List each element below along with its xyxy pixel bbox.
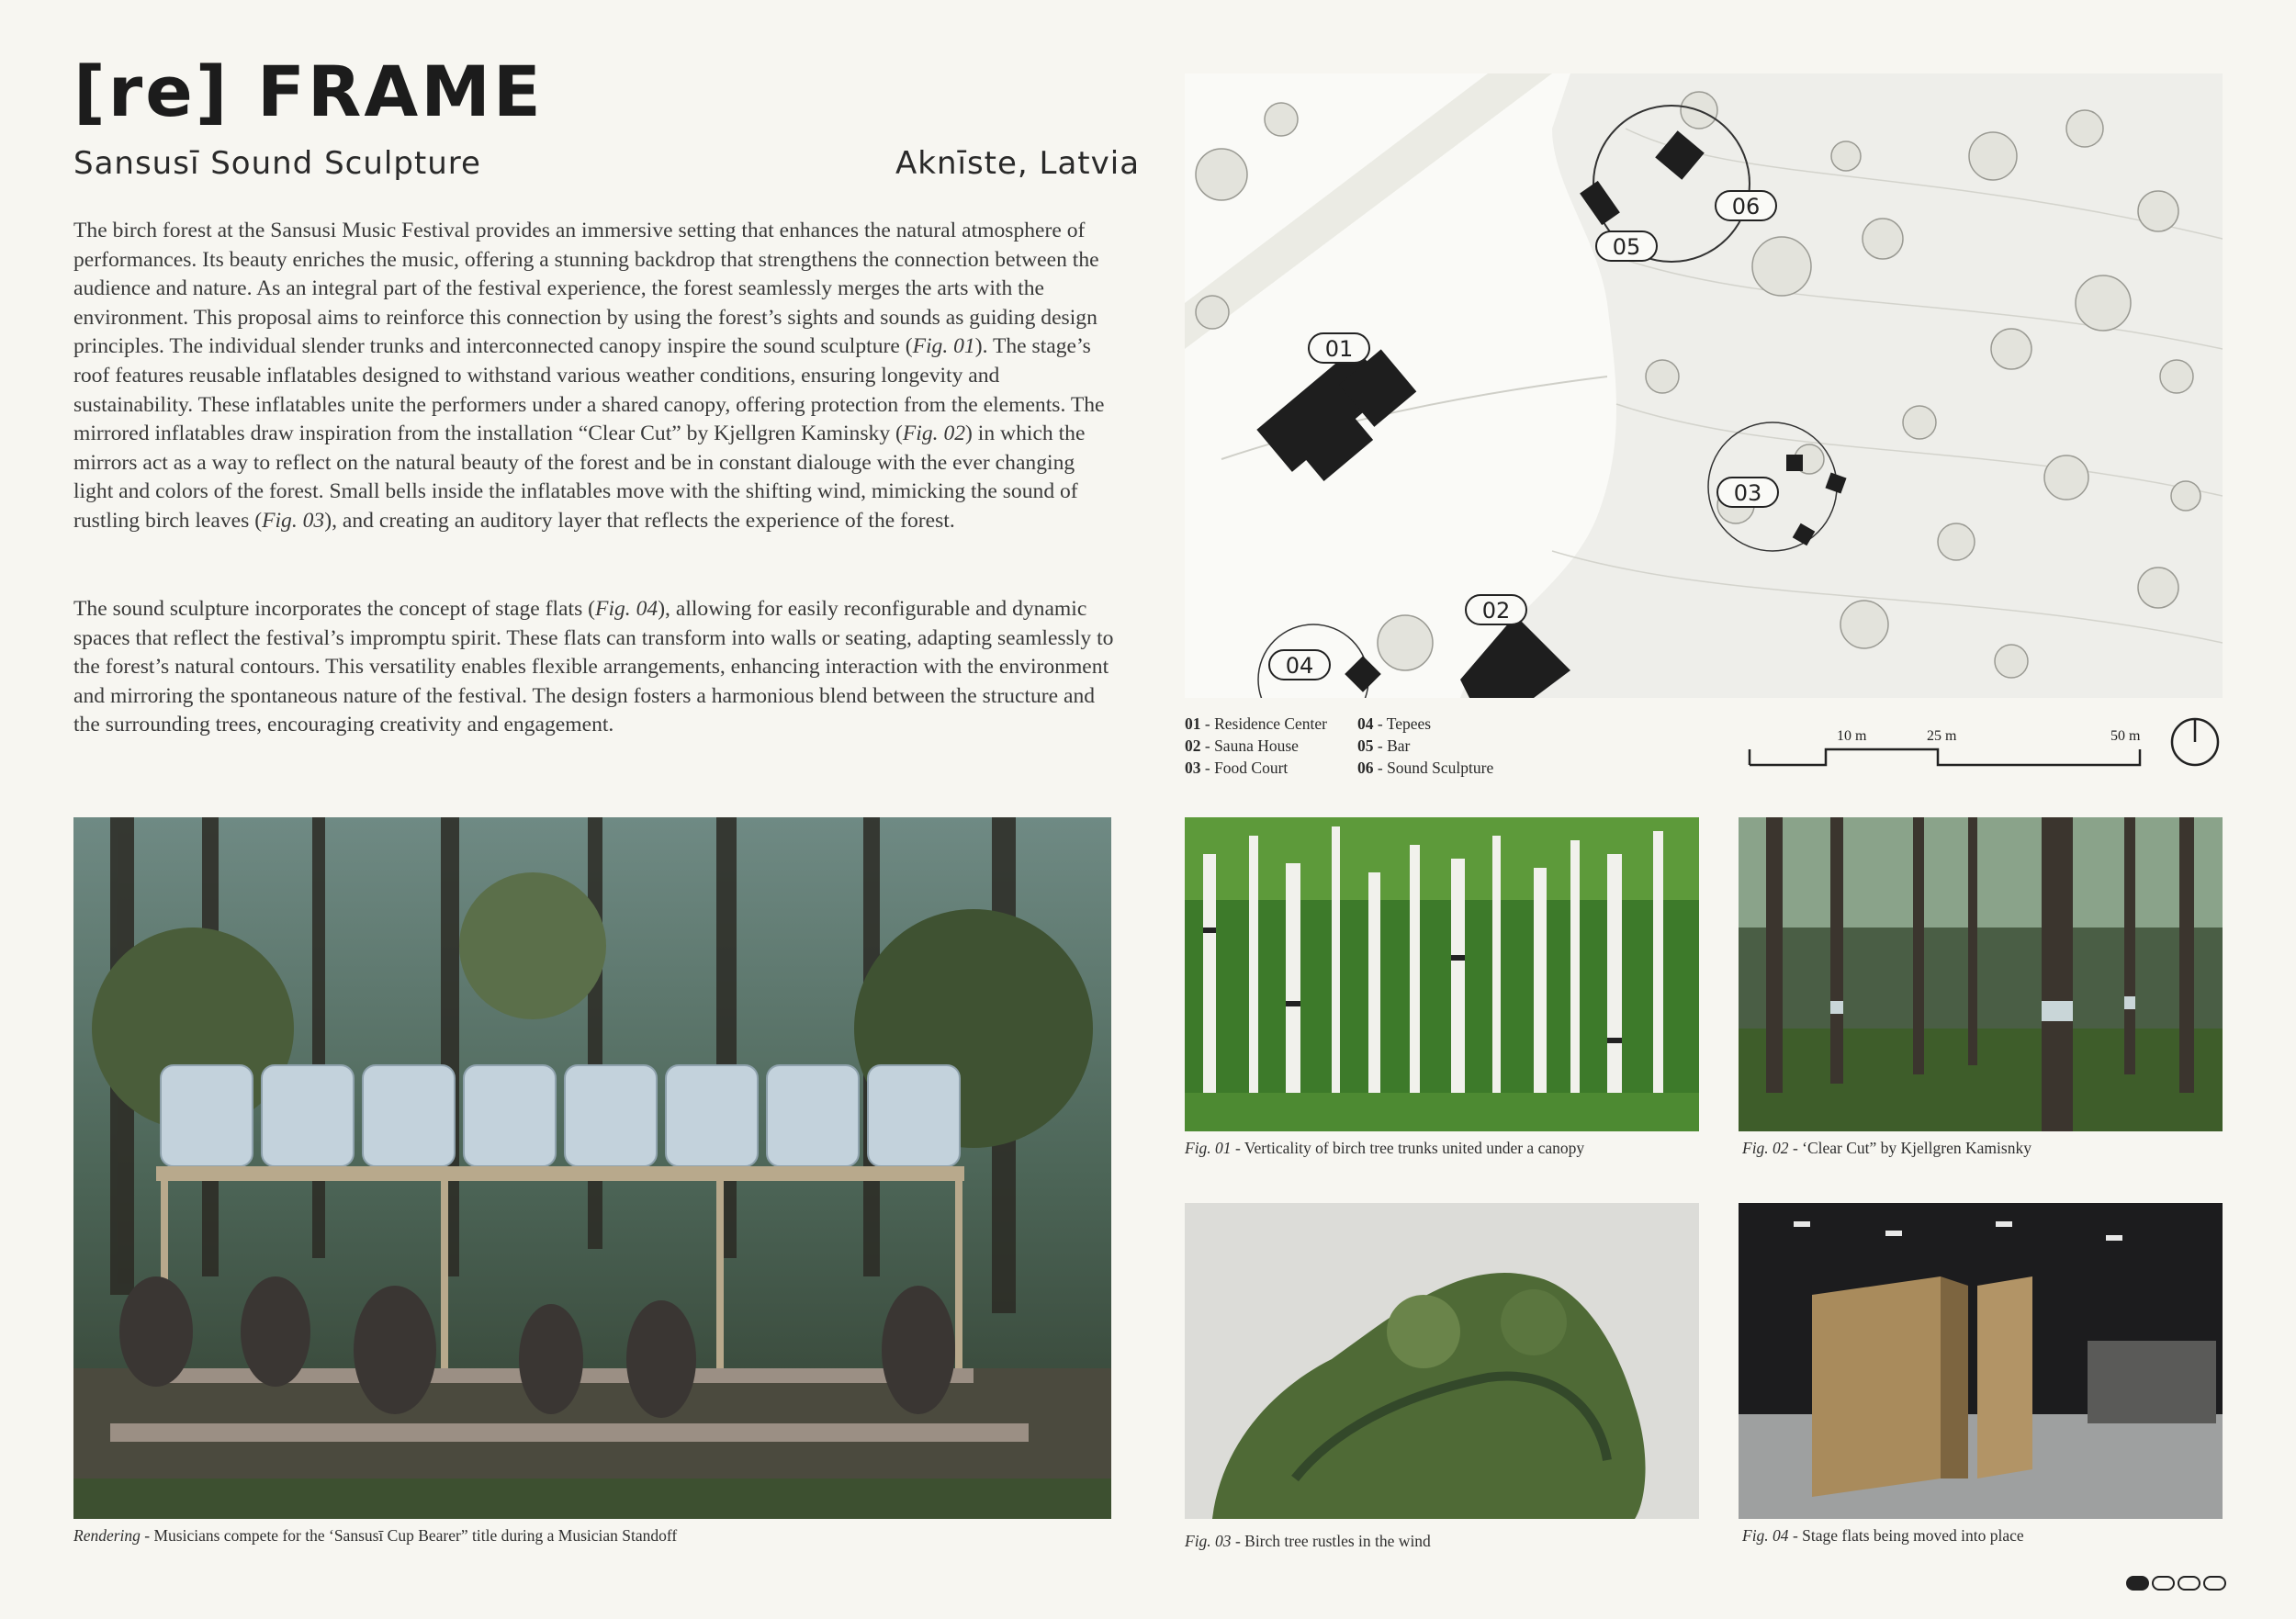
scale-label: 10 m [1837,728,1867,744]
legend-item: 03 - Food Court [1185,759,1289,777]
fig-reference: Fig. 04 [595,597,658,621]
description-paragraph-2: The sound sculpture incorporates the concept of stage flats (Fig. 04), allowing for easily reconfigurable and dynamic spaces that reflect the festival’s impromptu spirit. These flats can transform into walls or seating, adapting seamlessly to the forest’s natural contours. This versatility enables flexible arrangements, enhancing interaction with the environment and mirroring the spontaneous nature of the festival. The design fosters a harmonious blend between the structure and the surrounding trees, encouraging creativity and engagement. [73,597,1114,737]
map-marker-02: 02 [1481,598,1511,624]
legend-item: 05 - Bar [1357,736,1411,755]
page-dot-2[interactable] [2152,1576,2175,1591]
fig02-clear-cut-image [1739,817,2223,1131]
map-legend-col1 [1185,713,1327,779]
legend-item: 06 - Sound Sculpture [1357,759,1494,777]
fig01-birch-forest-image [1185,817,1699,1131]
scale-label: 50 m [2110,728,2141,744]
legend-item: 02 - Sauna House [1185,736,1299,755]
map-legend-col2 [1357,713,1493,779]
fig-reference: Fig. 03 [262,508,325,533]
page-dot-3[interactable] [2178,1576,2200,1591]
map-marker-01: 01 [1324,336,1354,362]
rendering-caption: Rendering - Musicians compete for the ‘Sansusī Cup Bearer” title during a Musician Standoff [73,1526,678,1545]
page-title: [re] FRAME [73,51,544,132]
legend-item: 01 - Residence Center [1185,714,1328,733]
map-marker-03: 03 [1733,480,1762,506]
site-plan-map [1185,73,2223,698]
north-arrow-icon [2169,716,2221,768]
description-paragraph-1: The birch forest at the Sansusi Music Festival provides an immersive setting that enhances the natural atmosphere of performances. Its beauty enriches the music, offering a stunning backdrop that strengthens the connection between the audience and nature. As an integral part of the festival experience, the forest seamlessly merges the arts with the environment. This proposal aims to reinforce this connection by using the forest’s sights and sounds as guiding design principles. The individual slender trunks and interconnected canopy inspire the sound sculpture (Fig. 01). The stage’s roof features reusable inflatables designed to withstand various weather conditions, ensuring longevity and sustainability. These inflatables unite the performers under a shared canopy, offering protection from the elements. The mirrored inflatables draw inspiration from the installation “Clear Cut” by Kjellgren Kaminsky (Fig. 02) in which the mirrors act as a way to reflect on the natural beauty of the forest and be in constant dialouge with the ever changing light and colors of the forest. Small bells inside the inflatables move with the shifting wind, mimicking the sound of rustling birch leaves (Fig. 03), and creating an auditory layer that reflects the experience of the forest. [73,219,1105,533]
page-dot-1[interactable] [2126,1576,2149,1591]
fig04-caption: Fig. 04 - Stage flats being moved into place [1742,1526,2024,1545]
location-label: Aknīste, Latvia [895,145,1141,182]
map-marker-04: 04 [1285,653,1314,679]
rendering-image [73,817,1111,1519]
fig-reference: Fig. 02 [902,422,966,446]
map-marker-05: 05 [1612,234,1641,260]
scale-label: 25 m [1927,728,1957,744]
fig01-caption: Fig. 01 - Verticality of birch tree trunks united under a canopy [1185,1139,1585,1157]
page-indicator[interactable] [2126,1576,2229,1595]
map-marker-06: 06 [1731,194,1761,219]
fig04-stage-flats-image [1739,1203,2223,1519]
fig03-caption: Fig. 03 - Birch tree rustles in the wind [1185,1532,1431,1550]
page-dot-4[interactable] [2203,1576,2226,1591]
page-subtitle: Sansusī Sound Sculpture [73,145,481,182]
fig-reference: Fig. 01 [912,334,975,359]
scale-bar [1745,724,2158,779]
fig03-birch-wind-image [1185,1203,1699,1519]
fig02-caption: Fig. 02 - ‘Clear Cut” by Kjellgren Kamisnky [1742,1139,2032,1157]
legend-item: 04 - Tepees [1357,714,1432,733]
